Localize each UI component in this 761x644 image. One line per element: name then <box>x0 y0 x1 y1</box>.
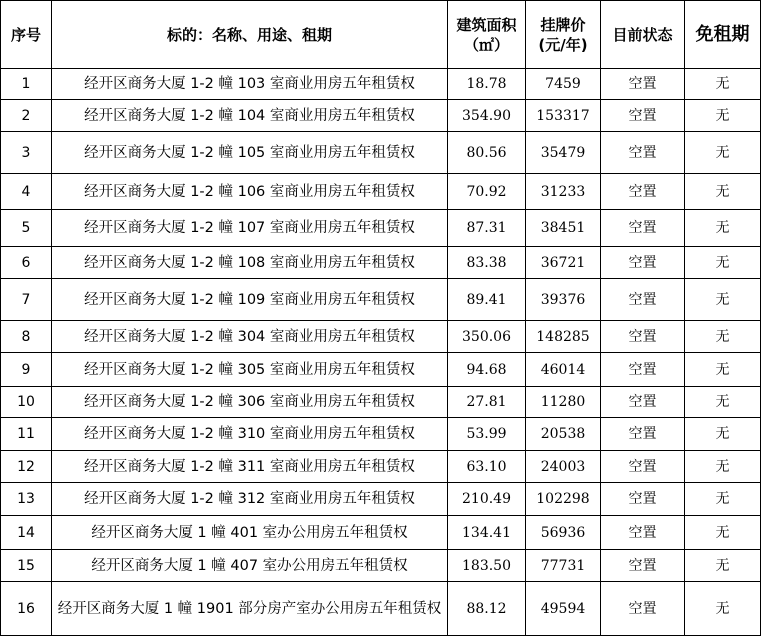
cell-free-rent: 无 <box>685 174 761 210</box>
cell-area: 183.50 <box>448 550 526 582</box>
cell-area: 53.99 <box>448 418 526 451</box>
table-body <box>1 69 761 636</box>
cell-subject: 经开区商务大厦 1 幢 1901 部分房产室办公用房五年租赁权 <box>52 582 448 636</box>
cell-price: 20538 <box>526 418 601 451</box>
table-row <box>1 210 761 247</box>
cell-status: 空置 <box>601 321 685 353</box>
cell-price: 35479 <box>526 132 601 174</box>
cell-status: 空置 <box>601 353 685 387</box>
cell-subject: 经开区商务大厦 1-2 幢 106 室商业用房五年租赁权 <box>52 174 448 210</box>
cell-seq: 13 <box>1 483 52 516</box>
table-header-row <box>1 1 761 69</box>
table-row <box>1 247 761 279</box>
table-row <box>1 132 761 174</box>
header-seq: 序号 <box>1 1 52 69</box>
table-row <box>1 418 761 451</box>
cell-free-rent: 无 <box>685 279 761 321</box>
cell-area: 134.41 <box>448 516 526 550</box>
cell-area: 89.41 <box>448 279 526 321</box>
cell-subject: 经开区商务大厦 1 幢 407 室办公用房五年租赁权 <box>52 550 448 582</box>
cell-area: 70.92 <box>448 174 526 210</box>
cell-seq: 3 <box>1 132 52 174</box>
cell-seq: 5 <box>1 210 52 247</box>
cell-status: 空置 <box>601 483 685 516</box>
header-price-title: 挂牌价 <box>540 15 586 34</box>
cell-subject: 经开区商务大厦 1-2 幢 305 室商业用房五年租赁权 <box>52 353 448 387</box>
table-row <box>1 451 761 483</box>
cell-subject: 经开区商务大厦 1-2 幢 108 室商业用房五年租赁权 <box>52 247 448 279</box>
header-subject: 标的：名称、用途、租期 <box>52 1 448 69</box>
cell-status: 空置 <box>601 516 685 550</box>
cell-seq: 6 <box>1 247 52 279</box>
cell-seq: 10 <box>1 387 52 418</box>
table-row <box>1 483 761 516</box>
cell-status: 空置 <box>601 247 685 279</box>
cell-area: 83.38 <box>448 247 526 279</box>
cell-subject: 经开区商务大厦 1-2 幢 107 室商业用房五年租赁权 <box>52 210 448 247</box>
cell-free-rent: 无 <box>685 516 761 550</box>
cell-free-rent: 无 <box>685 321 761 353</box>
cell-area: 350.06 <box>448 321 526 353</box>
cell-status: 空置 <box>601 100 685 132</box>
cell-free-rent: 无 <box>685 69 761 100</box>
cell-price: 31233 <box>526 174 601 210</box>
cell-free-rent: 无 <box>685 418 761 451</box>
cell-status: 空置 <box>601 210 685 247</box>
cell-price: 46014 <box>526 353 601 387</box>
cell-area: 18.78 <box>448 69 526 100</box>
cell-subject: 经开区商务大厦 1-2 幢 310 室商业用房五年租赁权 <box>52 418 448 451</box>
cell-seq: 2 <box>1 100 52 132</box>
cell-status: 空置 <box>601 387 685 418</box>
cell-price: 148285 <box>526 321 601 353</box>
cell-subject: 经开区商务大厦 1-2 幢 105 室商业用房五年租赁权 <box>52 132 448 174</box>
table-row <box>1 353 761 387</box>
cell-area: 87.31 <box>448 210 526 247</box>
table-row <box>1 516 761 550</box>
cell-area: 94.68 <box>448 353 526 387</box>
table-row <box>1 279 761 321</box>
cell-seq: 7 <box>1 279 52 321</box>
cell-free-rent: 无 <box>685 353 761 387</box>
cell-free-rent: 无 <box>685 483 761 516</box>
cell-free-rent: 无 <box>685 210 761 247</box>
cell-price: 24003 <box>526 451 601 483</box>
cell-status: 空置 <box>601 132 685 174</box>
cell-subject: 经开区商务大厦 1-2 幢 311 室商业用房五年租赁权 <box>52 451 448 483</box>
cell-subject: 经开区商务大厦 1-2 幢 109 室商业用房五年租赁权 <box>52 279 448 321</box>
cell-free-rent: 无 <box>685 132 761 174</box>
cell-subject: 经开区商务大厦 1 幢 401 室办公用房五年租赁权 <box>52 516 448 550</box>
header-price-unit: (元/年) <box>538 35 588 54</box>
table-row <box>1 550 761 582</box>
cell-free-rent: 无 <box>685 451 761 483</box>
header-free-rent: 免租期 <box>685 1 761 69</box>
cell-seq: 4 <box>1 174 52 210</box>
cell-price: 56936 <box>526 516 601 550</box>
cell-free-rent: 无 <box>685 100 761 132</box>
header-area-unit: （㎡） <box>463 35 509 54</box>
cell-status: 空置 <box>601 69 685 100</box>
cell-status: 空置 <box>601 418 685 451</box>
cell-area: 210.49 <box>448 483 526 516</box>
cell-free-rent: 无 <box>685 550 761 582</box>
header-area-title: 建筑面积 <box>456 15 517 34</box>
cell-subject: 经开区商务大厦 1-2 幢 104 室商业用房五年租赁权 <box>52 100 448 132</box>
cell-seq: 1 <box>1 69 52 100</box>
cell-subject: 经开区商务大厦 1-2 幢 304 室商业用房五年租赁权 <box>52 321 448 353</box>
cell-free-rent: 无 <box>685 582 761 636</box>
cell-free-rent: 无 <box>685 247 761 279</box>
table-row <box>1 582 761 636</box>
cell-price: 38451 <box>526 210 601 247</box>
cell-seq: 8 <box>1 321 52 353</box>
cell-free-rent: 无 <box>685 387 761 418</box>
cell-status: 空置 <box>601 279 685 321</box>
cell-area: 80.56 <box>448 132 526 174</box>
cell-seq: 12 <box>1 451 52 483</box>
cell-seq: 11 <box>1 418 52 451</box>
cell-status: 空置 <box>601 174 685 210</box>
cell-price: 39376 <box>526 279 601 321</box>
cell-area: 88.12 <box>448 582 526 636</box>
table-row <box>1 69 761 100</box>
cell-price: 36721 <box>526 247 601 279</box>
cell-price: 49594 <box>526 582 601 636</box>
cell-status: 空置 <box>601 582 685 636</box>
cell-area: 27.81 <box>448 387 526 418</box>
cell-seq: 9 <box>1 353 52 387</box>
cell-status: 空置 <box>601 550 685 582</box>
header-price <box>526 1 601 69</box>
cell-area: 63.10 <box>448 451 526 483</box>
table-row <box>1 100 761 132</box>
cell-subject: 经开区商务大厦 1-2 幢 103 室商业用房五年租赁权 <box>52 69 448 100</box>
cell-status: 空置 <box>601 451 685 483</box>
cell-area: 354.90 <box>448 100 526 132</box>
cell-price: 153317 <box>526 100 601 132</box>
cell-seq: 16 <box>1 582 52 636</box>
table-row <box>1 174 761 210</box>
cell-price: 7459 <box>526 69 601 100</box>
cell-price: 102298 <box>526 483 601 516</box>
cell-subject: 经开区商务大厦 1-2 幢 312 室商业用房五年租赁权 <box>52 483 448 516</box>
header-area <box>448 1 526 69</box>
cell-seq: 15 <box>1 550 52 582</box>
table-row <box>1 321 761 353</box>
header-status: 目前状态 <box>601 1 685 69</box>
cell-price: 77731 <box>526 550 601 582</box>
cell-subject: 经开区商务大厦 1-2 幢 306 室商业用房五年租赁权 <box>52 387 448 418</box>
cell-price: 11280 <box>526 387 601 418</box>
cell-seq: 14 <box>1 516 52 550</box>
table-row <box>1 387 761 418</box>
